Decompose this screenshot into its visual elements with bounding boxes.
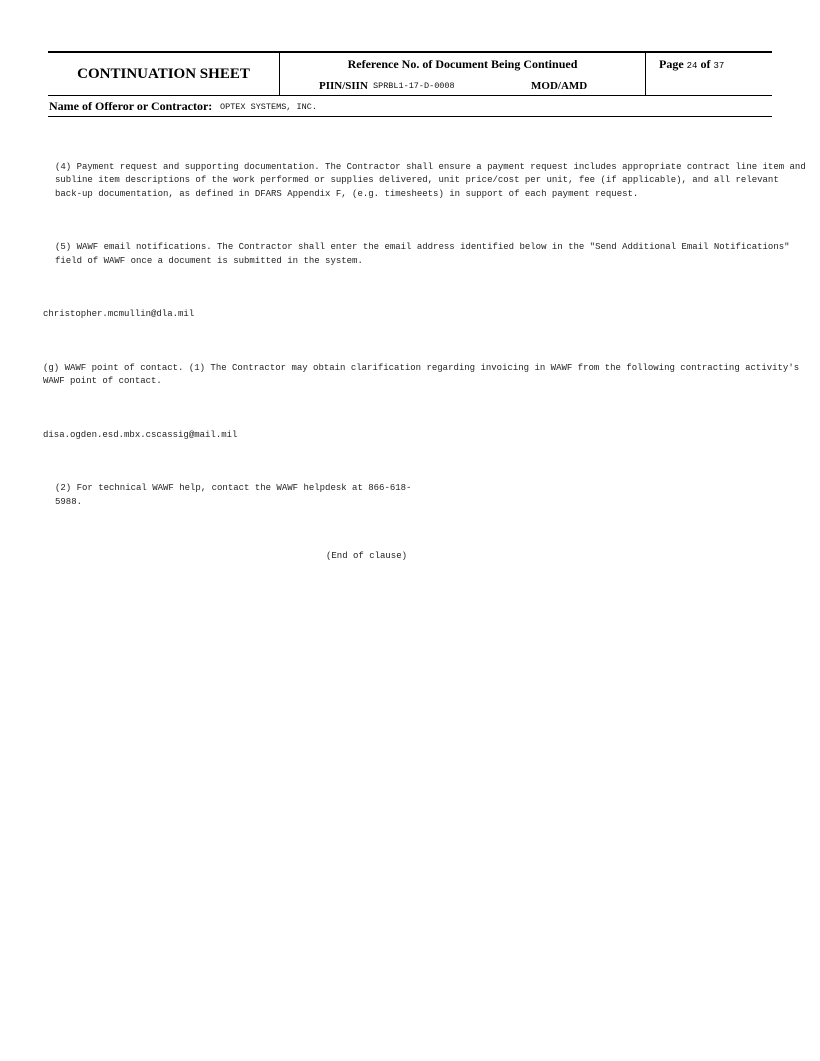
page-indicator	[659, 57, 724, 72]
reference-cell	[280, 53, 646, 95]
piin-label: PIIN/SIIN	[319, 80, 368, 92]
notification-email: christopher.mcmullin@dla.mil	[43, 309, 195, 320]
page-cell	[646, 53, 772, 95]
sheet-title-cell	[48, 53, 280, 95]
of-label: of	[700, 57, 711, 71]
page-number: 24	[686, 61, 698, 71]
piin-value: SPRBL1-17-D-0008	[373, 81, 455, 91]
contact-email: disa.ogden.esd.mbx.cscassig@mail.mil	[43, 429, 238, 440]
continuation-header	[48, 51, 772, 96]
sheet-title: CONTINUATION SHEET	[77, 66, 250, 82]
offeror-value: OPTEX SYSTEMS, INC.	[220, 102, 317, 112]
document-body	[43, 134, 812, 590]
paragraph-helpdesk: (2) For technical WAWF help, contact the WAWF helpdesk at 866-618-5988.	[55, 483, 412, 507]
end-of-clause: (End of clause)	[326, 550, 408, 561]
reference-title: Reference No. of Document Being Continued	[347, 57, 578, 71]
total-pages: 37	[713, 61, 725, 71]
paragraph-email-notifications: (5) WAWF email notifications. The Contractor shall enter the email address identified below in the "Send Additional Email Notifications" field of WAWF once a document is submitted in the system.	[55, 242, 795, 266]
page-label: Page	[659, 57, 684, 71]
paragraph-point-of-contact: (g) WAWF point of contact. (1) The Contractor may obtain clarification regarding invoicing in WAWF from the following contracting activity's WAWF point of contact.	[43, 362, 805, 387]
offeror-row	[48, 97, 772, 117]
paragraph-payment-request: (4) Payment request and supporting documentation. The Contractor shall ensure a payment request includes appropriate contract line item and subline item descriptions of the work performed or supplies delivered, unit price/cost per unit, fee (if applicable), and all relevant back-up documentation, as defined in DFARS Appendix F, (e.g. timesheets) in support of each payment request.	[55, 161, 812, 199]
mod-amd-label: MOD/AMD	[531, 80, 588, 92]
offeror-label: Name of Offeror or Contractor:	[49, 99, 213, 113]
